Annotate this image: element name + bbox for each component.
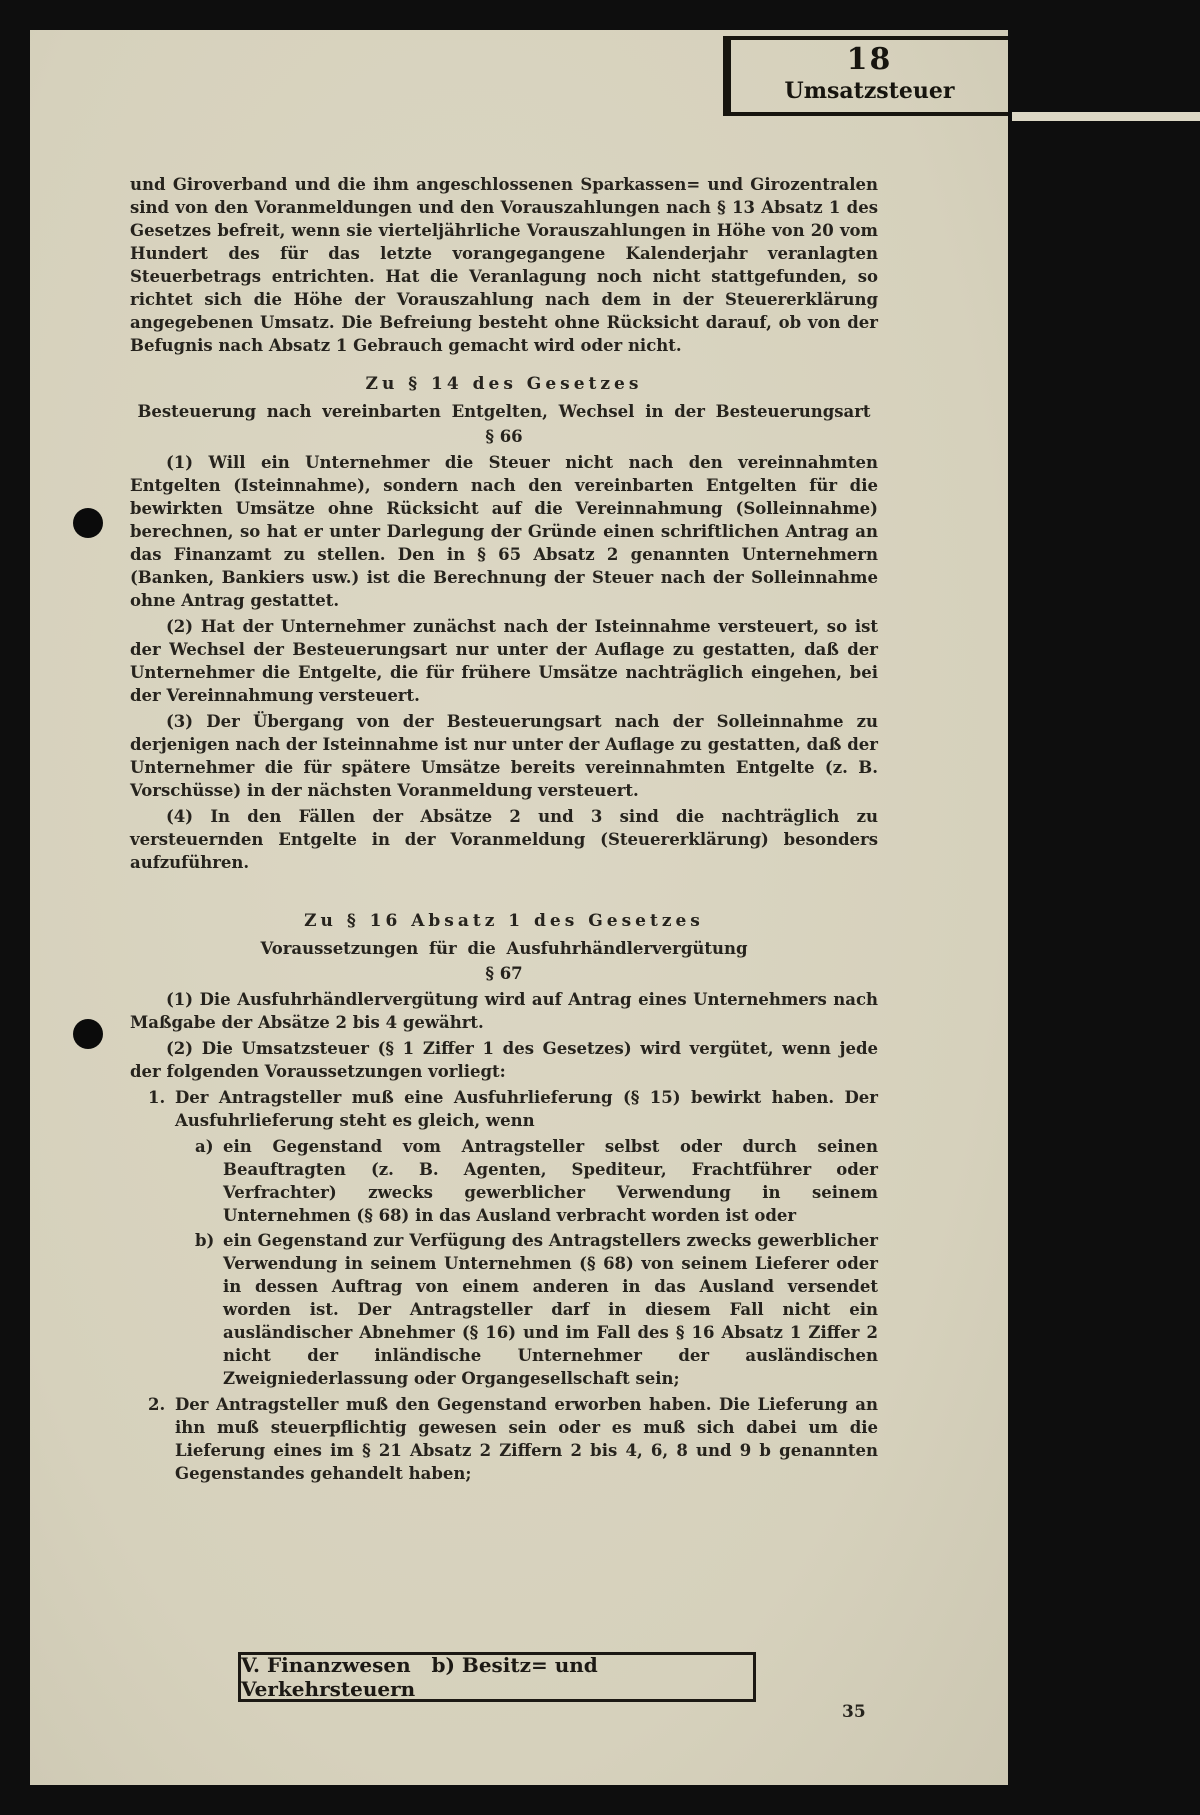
page-body	[130, 170, 878, 1488]
thumb-tab	[723, 36, 1008, 116]
section2-heading: Zu § 16 Absatz 1 des Gesetzes	[304, 911, 704, 931]
sub-list-item	[130, 1229, 878, 1390]
list-item-text: Der Antragsteller muß eine Ausfuhrlieferung (§ 15) bewirkt haben. Der Ausfuhrlieferung steht es gleich, wenn	[175, 1088, 878, 1130]
intro-paragraph: und Giroverband und die ihm angeschlossenen Sparkassen= und Girozentralen sind von den Voranmeldungen und den Vorauszahlungen nach § 13 Absatz 1 des Gesetzes befreit, wenn sie vierteljährliche Vorauszahlungen in Höhe von 20 vom Hundert des für das letzte vorangegangene Kalenderjahr veranlagten Steuerbetrags entrichten. Hat die Veranlagung noch nicht stattgefunden, so richtet sich die Höhe der Vorauszahlung nach dem in der Steuererklärung angegebenen Umsatz. Die Befreiung besteht ohne Rücksicht darauf, ob von der Befugnis nach Absatz 1 Gebrauch gemacht wird oder nicht.	[130, 175, 878, 355]
section1-heading: Zu § 14 des Gesetzes	[365, 374, 643, 394]
sub-list-item	[130, 1135, 878, 1227]
section1-subheading: Besteuerung nach vereinbarten Entgelten, Wechsel in der Besteuerungsart	[137, 402, 871, 421]
footer-category-box	[238, 1652, 756, 1702]
list-item	[130, 1393, 878, 1485]
paragraph: (2) Die Umsatzsteuer (§ 1 Ziffer 1 des Gesetzes) wird vergütet, wenn jede der folgenden Voraussetzungen vorliegt:	[130, 1039, 878, 1081]
list-item-marker: 2.	[148, 1395, 166, 1414]
paragraph: (3) Der Übergang von der Besteuerungsart nach der Solleinnahme zu derjenigen nach der Isteinnahme ist nur unter der Auflage zu gestatten, daß der Unternehmer die für spätere Umsätze bereits vereinnahmten Entgelte (z. B. Vorschüsse) in der nächsten Voranmeldung versteuert.	[130, 712, 878, 800]
section2-subheading: Voraussetzungen für die Ausfuhrhändlervergütung	[260, 939, 748, 958]
footer-category-label: V. Finanzwesen b) Besitz= und Verkehrsteuern	[241, 1653, 605, 1701]
document-page	[30, 30, 1008, 1785]
sub-list-item-marker: a)	[195, 1137, 214, 1156]
paragraph: (1) Will ein Unternehmer die Steuer nicht nach den vereinnahmten Entgelten (Isteinnahme), sondern nach den vereinbarten Entgelten für die bewirkten Umsätze ohne Rücksicht auf die Vereinnahmung (Solleinnahme) berechnen, so hat er unter Darlegung der Gründe einen schriftlichen Antrag an das Finanzamt zu stellen. Den in § 65 Absatz 2 genannten Unternehmern (Banken, Bankiers usw.) ist die Berechnung der Steuer nach der Solleinnahme ohne Antrag gestattet.	[130, 453, 878, 610]
sub-list-item-text: ein Gegenstand vom Antragsteller selbst oder durch seinen Beauftragten (z. B. Agenten, Spediteur, Frachtführer oder Verfrachter) zwecks gewerblicher Verwendung in seinem Unternehmen (§ 68) in das Ausland verbracht worden ist oder	[223, 1137, 878, 1225]
tab-number: 18	[846, 42, 893, 77]
list-item	[130, 1086, 878, 1132]
section2-paragraph-sign: § 67	[485, 964, 523, 983]
section1-paragraph-sign: § 66	[485, 427, 523, 446]
punch-hole	[73, 1019, 103, 1049]
sub-list-item-text: ein Gegenstand zur Verfügung des Antragstellers zwecks gewerblicher Verwendung in seinem Unternehmen (§ 68) von seinem Lieferer oder in dessen Auftrag von einem anderen in das Ausland versendet worden ist. Der Antragsteller darf in diesem Fall nicht ein ausländischer Abnehmer (§ 16) und im Fall des § 16 Absatz 1 Ziffer 2 nicht der inländische Unternehmer der ausländischen Zweigniederlassung oder Organgesellschaft sein;	[223, 1231, 878, 1388]
list-item-text: Der Antragsteller muß den Gegenstand erworben haben. Die Lieferung an ihn muß steuerpflichtig gewesen sein oder es muß sich dabei um die Lieferung eines im § 21 Absatz 2 Ziffern 2 bis 4, 6, 8 und 9 b genannten Gegenstandes gehandelt haben;	[175, 1395, 878, 1483]
paragraph: (4) In den Fällen der Absätze 2 und 3 sind die nachträglich zu versteuernden Entgelte in der Voranmeldung (Steuererklärung) besonders aufzuführen.	[130, 807, 878, 872]
paragraph: (2) Hat der Unternehmer zunächst nach der Isteinnahme versteuert, so ist der Wechsel der Besteuerungsart nur unter der Auflage zu gestatten, daß der Unternehmer die Entgelte, die für frühere Umsätze nachträglich eingehen, bei der Vereinnahmung versteuert.	[130, 617, 878, 705]
sub-list-item-marker: b)	[195, 1231, 215, 1250]
adjacent-page-edge	[1012, 112, 1200, 121]
punch-hole	[73, 508, 103, 538]
list-item-marker: 1.	[148, 1088, 166, 1107]
page-number: 35	[842, 1702, 866, 1722]
tab-label: Umsatzsteuer	[784, 78, 955, 104]
paragraph: (1) Die Ausfuhrhändlervergütung wird auf Antrag eines Unternehmers nach Maßgabe der Absätze 2 bis 4 gewährt.	[130, 990, 878, 1032]
